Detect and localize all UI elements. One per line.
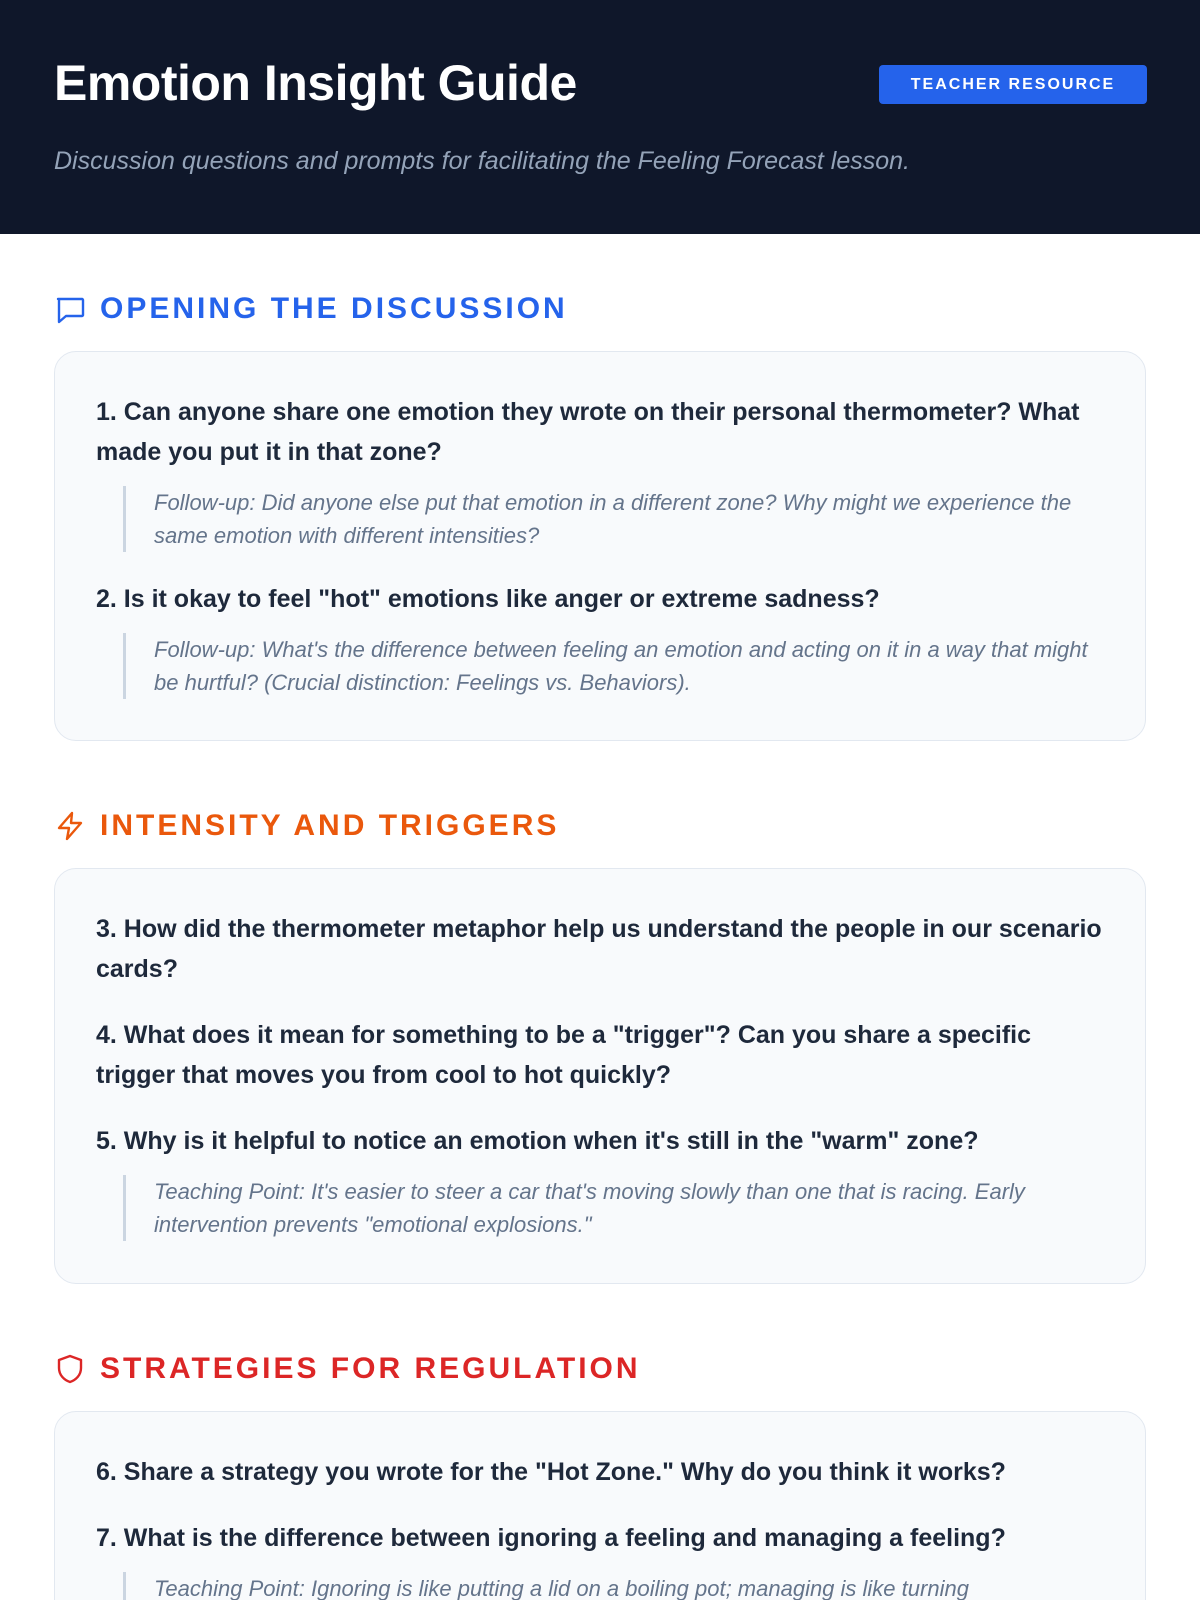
- page-header: [0, 0, 1200, 234]
- section-strategies-regulation: [54, 1349, 1146, 1600]
- section-intensity-triggers: [54, 806, 1146, 1284]
- question-1: 1. Can anyone share one emotion they wrote on their personal thermometer? What made you put it in that zone?: [96, 398, 1080, 466]
- teaching-point-7: Teaching Point: Ignoring is like putting a lid on a boiling pot; managing is like turning: [123, 1572, 1105, 1600]
- question-card: [54, 868, 1146, 1284]
- question-7: 7. What is the difference between ignoring a feeling and managing a feeling?: [96, 1524, 1006, 1552]
- question-6: 6. Share a strategy you wrote for the "Hot Zone." Why do you think it works?: [96, 1458, 1006, 1486]
- follow-up-2: Follow-up: What's the difference between feeling an emotion and acting on it in a way that might be hurtful? (Crucial distinction: Feelings vs. Behaviors).: [123, 633, 1105, 699]
- section-header: [54, 806, 1146, 846]
- question-5: 5. Why is it helpful to notice an emotion when it's still in the "warm" zone?: [96, 1127, 979, 1155]
- section-title: OPENING THE DISCUSSION: [100, 292, 568, 325]
- section-title: INTENSITY AND TRIGGERS: [100, 809, 560, 842]
- section-header: [54, 1349, 1146, 1389]
- section-title: STRATEGIES FOR REGULATION: [100, 1352, 641, 1385]
- section-opening-discussion: [54, 289, 1146, 741]
- lightning-bolt-icon: [54, 810, 86, 842]
- page-title: Emotion Insight Guide: [54, 55, 577, 111]
- question-card: [54, 351, 1146, 741]
- question-card: [54, 1411, 1146, 1600]
- follow-up-1: Follow-up: Did anyone else put that emotion in a different zone? Why might we experience the same emotion with different intensities?: [123, 486, 1105, 552]
- question-4: 4. What does it mean for something to be a "trigger"? Can you share a specific trigger that moves you from cool to hot quickly?: [96, 1021, 1031, 1089]
- question-3: 3. How did the thermometer metaphor help us understand the people in our scenario cards?: [96, 915, 1102, 983]
- teacher-resource-badge: TEACHER RESOURCE: [879, 65, 1147, 104]
- section-header: [54, 289, 1146, 329]
- message-square-icon: [54, 293, 86, 325]
- teaching-point-5: Teaching Point: It's easier to steer a car that's moving slowly than one that is racing. Early intervention prevents "emotional explosions.": [123, 1175, 1105, 1241]
- shield-icon: [54, 1353, 86, 1385]
- question-2: 2. Is it okay to feel "hot" emotions like anger or extreme sadness?: [96, 585, 880, 613]
- page-subtitle: Discussion questions and prompts for facilitating the Feeling Forecast lesson.: [54, 147, 910, 175]
